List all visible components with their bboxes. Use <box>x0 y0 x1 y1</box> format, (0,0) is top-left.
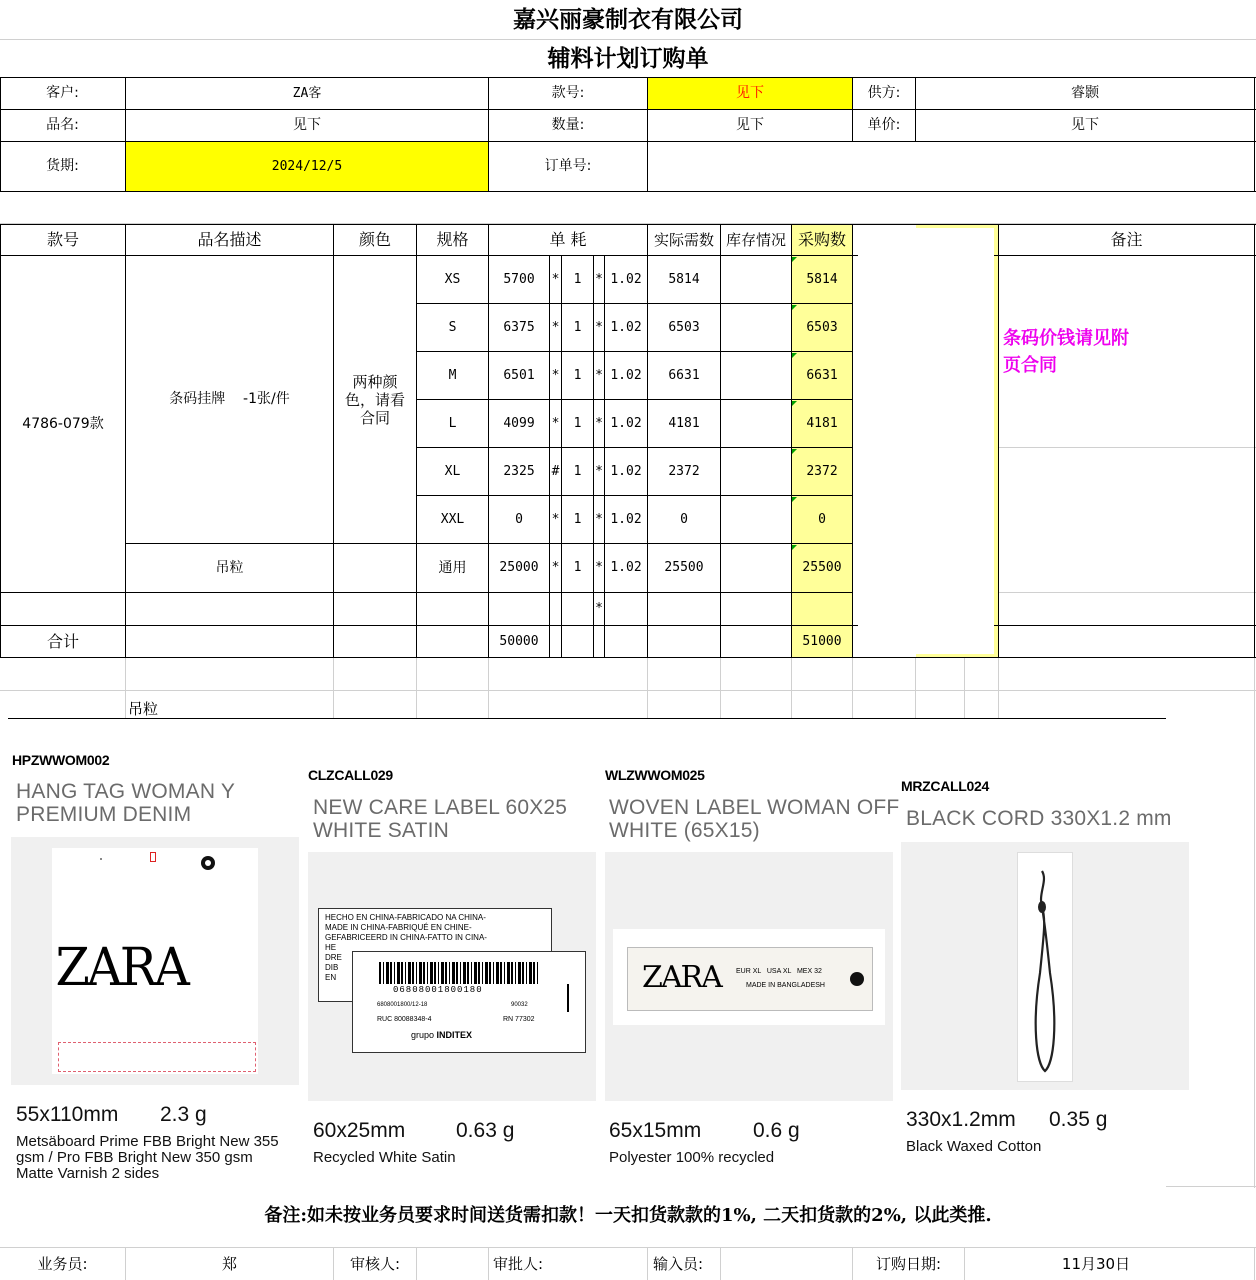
product2-size: 60x25mm <box>313 1119 406 1142</box>
product3-material-line1: Polyester 100% recycled <box>609 1149 775 1166</box>
care-label-line: GEFABRICEERD IN CHINA-FATTO IN CINA- <box>325 933 487 942</box>
product3-image <box>605 852 893 1101</box>
grid-line <box>333 658 334 718</box>
item1-description: 条码挂牌 -1张/件 <box>169 391 290 408</box>
cord-card <box>1017 852 1073 1082</box>
grid-line <box>720 1248 721 1280</box>
border <box>0 592 853 593</box>
grid-line <box>0 690 1256 691</box>
cell-comment-marker <box>792 353 797 358</box>
care-grupo <box>411 1030 472 1040</box>
actual-cell: 2372 <box>668 463 700 479</box>
operator-cell: * <box>551 511 560 527</box>
item2-operator2: * <box>595 560 603 576</box>
style-label: 款号: <box>551 85 585 102</box>
actual-cell: 6503 <box>668 319 700 335</box>
total-quantity: 50000 <box>499 633 539 649</box>
product1-material-line2: gsm / Pro FBB Bright New 350 gsm <box>16 1149 253 1166</box>
care-small-1: 6808001800/12-18 <box>377 1002 428 1008</box>
grid-line <box>416 658 417 718</box>
border <box>852 224 853 658</box>
col-header-consumption: 单 耗 <box>549 230 587 250</box>
product1-name-line2: PREMIUM DENIM <box>16 803 192 826</box>
size-cell: XS <box>444 271 461 287</box>
size-cell: L <box>448 415 457 431</box>
care-small-2: 90032 <box>511 1002 528 1008</box>
below-label: 吊粒 <box>128 700 159 718</box>
purchase-cell: 6631 <box>806 367 838 383</box>
multiplier-cell: 1 <box>573 367 582 383</box>
product1-size: 55x110mm <box>16 1103 119 1126</box>
care-label-line: EN <box>325 973 337 982</box>
multiplier-cell: 1 <box>573 511 582 527</box>
size-cell: XL <box>444 463 461 479</box>
product-value: 见下 <box>293 117 321 134</box>
grid-line <box>999 447 1256 448</box>
item1-color: 两种颜色，请看合同 <box>344 372 405 427</box>
remark-text: 条码价钱请见附页合同 <box>1003 328 1129 376</box>
cell-comment-marker <box>792 449 797 454</box>
operator2-cell: * <box>595 271 603 287</box>
grid-line <box>1166 1186 1256 1187</box>
product-label: 品名: <box>46 117 79 134</box>
col-header-remarks: 备注 <box>1110 230 1143 250</box>
item2-description: 吊粒 <box>215 559 244 576</box>
product4-code: MRZCALL024 <box>901 778 990 794</box>
tag-red-mark-icon <box>150 852 156 862</box>
col-header-purchase: 采购数 <box>797 230 846 250</box>
company-name: 嘉兴丽豪制衣有限公司 <box>513 6 743 34</box>
woven-sizes: EUR XL USA XL MEX 32 <box>736 968 822 975</box>
multiplier-cell: 1 <box>573 463 582 479</box>
item2-purchase: 25500 <box>802 560 842 576</box>
product1-code: HPZWWOM002 <box>12 752 110 768</box>
operator2-cell: * <box>595 463 603 479</box>
inputter-label: 输入员: <box>652 1255 704 1273</box>
product2-name-line2: WHITE SATIN <box>313 819 449 842</box>
item2-operator: * <box>551 560 560 576</box>
cell-comment-marker <box>792 545 797 550</box>
operator-cell: # <box>551 463 560 479</box>
tag-recycling-info-icon <box>58 1042 256 1072</box>
actual-cell: 4181 <box>668 415 700 431</box>
operator2-cell: * <box>595 367 603 383</box>
item2-spec: 通用 <box>438 559 467 576</box>
col-header-description: 品名描述 <box>197 230 262 250</box>
rate-cell: 1.02 <box>610 271 642 287</box>
col-header-actual: 实际需数 <box>653 231 714 249</box>
rate-cell: 1.02 <box>610 511 642 527</box>
product4-weight: 0.35 g <box>1049 1108 1108 1131</box>
price-value: 见下 <box>1071 117 1099 134</box>
item2-quantity: 25000 <box>499 560 539 576</box>
blank-row-operator: * <box>595 601 603 617</box>
product2-image <box>308 852 596 1101</box>
woven-dot-icon <box>850 972 864 986</box>
approver-label: 审批人: <box>492 1255 544 1273</box>
product3-weight: 0.6 g <box>753 1119 800 1142</box>
border <box>0 657 1256 658</box>
grid-line <box>416 1248 417 1280</box>
delivery-label: 货期: <box>46 158 79 175</box>
total-purchase: 51000 <box>802 633 842 649</box>
care-inditex-text: INDITEX <box>436 1030 473 1040</box>
care-grupo-text: grupo <box>411 1030 435 1040</box>
salesman-value: 郑 <box>221 1255 237 1273</box>
quantity-cell: 5700 <box>503 271 535 287</box>
rate-cell: 1.02 <box>610 463 642 479</box>
total-label: 合计 <box>46 631 79 651</box>
care-label-line: HECHO EN CHINA-FABRICADO NA CHINA- <box>325 913 486 922</box>
care-small-3: RUC 80088348-4 <box>377 1016 432 1023</box>
product4-name-line1: BLACK CORD 330X1.2 mm <box>906 807 1172 830</box>
grid-line <box>791 658 792 718</box>
grid-line <box>720 658 721 718</box>
multiplier-cell: 1 <box>573 271 582 287</box>
rate-cell: 1.02 <box>610 415 642 431</box>
delivery-date: 2024/12/5 <box>271 158 343 174</box>
col-header-stock: 库存情况 <box>725 231 786 249</box>
product2-weight: 0.63 g <box>456 1119 515 1142</box>
operator2-cell: * <box>595 415 603 431</box>
operator-cell: * <box>551 271 560 287</box>
product3-code: WLZWWOM025 <box>605 767 705 783</box>
redacted-area <box>858 228 994 654</box>
product1-weight: 2.3 g <box>160 1103 207 1126</box>
woven-label-inner <box>627 947 873 1011</box>
cell-comment-marker <box>792 497 797 502</box>
quantity-cell: 0 <box>515 511 523 527</box>
product2-code: CLZCALL029 <box>308 767 393 783</box>
actual-cell: 5814 <box>668 271 700 287</box>
item2-rate: 1.02 <box>610 560 642 576</box>
grid-line <box>999 592 1256 593</box>
customer-value: ZA客 <box>292 85 322 101</box>
product4-image <box>901 842 1189 1090</box>
multiplier-cell: 1 <box>573 415 582 431</box>
product1-material-line3: Matte Varnish 2 sides <box>16 1165 160 1182</box>
quantity-cell: 6501 <box>503 367 535 383</box>
product3-name-line1: WOVEN LABEL WOMAN OFF <box>609 796 900 819</box>
operator2-cell: * <box>595 511 603 527</box>
product-section-rule <box>8 718 1166 719</box>
order-number-label: 订单号: <box>544 158 592 175</box>
quantity-cell: 4099 <box>503 415 535 431</box>
purchase-cell: 2372 <box>806 463 838 479</box>
quantity-label: 数量: <box>551 117 585 134</box>
woven-made: MADE IN BANGLADESH <box>746 982 825 989</box>
operator-cell: * <box>551 367 560 383</box>
product3-name-line2: WHITE (65X15) <box>609 819 760 842</box>
product1-image <box>11 837 299 1085</box>
multiplier-cell: 1 <box>573 319 582 335</box>
operator-cell: * <box>551 319 560 335</box>
grid-line <box>488 658 489 718</box>
tag-dot-icon <box>100 858 102 860</box>
grid-line <box>1254 658 1255 718</box>
border <box>333 224 334 658</box>
operator-cell: * <box>551 415 560 431</box>
document-title: 辅料计划订购单 <box>547 45 709 73</box>
actual-cell: 0 <box>680 511 688 527</box>
product3-size: 65x15mm <box>609 1119 702 1142</box>
actual-cell: 6631 <box>668 367 700 383</box>
col-header-spec: 规格 <box>436 230 469 250</box>
col-header-style-no: 款号 <box>46 230 79 250</box>
product4-material-line1: Black Waxed Cotton <box>906 1138 1042 1155</box>
col-header-color: 颜色 <box>358 230 391 250</box>
operator2-cell: * <box>595 319 603 335</box>
quantity-cell: 2325 <box>503 463 535 479</box>
grid-line <box>125 658 126 718</box>
supplier-label: 供方: <box>867 85 901 102</box>
item2-actual: 25500 <box>664 560 704 576</box>
border <box>998 224 999 658</box>
order-date-value: 11月30日 <box>1061 1255 1131 1273</box>
product1-brand: ZARA <box>55 938 187 998</box>
supplier-value: 睿颢 <box>1071 85 1099 102</box>
care-label-line: DIB <box>325 963 339 972</box>
grid-line <box>1254 718 1255 1188</box>
cell-comment-marker <box>792 401 797 406</box>
care-label-front <box>352 951 586 1053</box>
purchase-cell: 0 <box>818 511 826 527</box>
label-fold-line-icon <box>567 984 569 1012</box>
rate-cell: 1.02 <box>610 367 642 383</box>
order-number-value <box>648 142 1254 191</box>
quantity-value: 见下 <box>736 117 764 134</box>
cell-comment-marker <box>792 305 797 310</box>
product4-size: 330x1.2mm <box>906 1108 1016 1131</box>
cell-comment-marker <box>792 257 797 262</box>
product1-material-line1: Metsäboard Prime FBB Bright New 355 <box>16 1133 279 1150</box>
care-label-line: MADE IN CHINA-FABRIQUÉ EN CHINE- <box>325 923 472 932</box>
tag-hole-icon <box>201 856 215 870</box>
purchase-cell: 6503 <box>806 319 838 335</box>
product2-material-line1: Recycled White Satin <box>313 1149 456 1166</box>
border <box>1254 224 1255 658</box>
border <box>1254 77 1255 192</box>
grid-line <box>964 658 965 718</box>
grid-line <box>1254 1248 1255 1280</box>
woven-label <box>613 929 885 1025</box>
rate-cell: 1.02 <box>610 319 642 335</box>
order-date-label: 订购日期: <box>875 1255 942 1273</box>
size-cell: S <box>448 319 457 335</box>
black-cord-icon <box>1018 853 1072 1081</box>
product2-name-line1: NEW CARE LABEL 60X25 <box>313 796 568 819</box>
border <box>720 224 721 658</box>
product1-name-line1: HANG TAG WOMAN Y <box>16 780 236 803</box>
salesman-label: 业务员: <box>37 1255 88 1273</box>
care-label-line: DRE <box>325 953 342 962</box>
customer-label: 客户: <box>46 85 79 102</box>
size-cell: XXL <box>440 511 465 527</box>
care-label-line: HE <box>325 943 337 952</box>
barcode-icon <box>379 962 539 984</box>
hang-tag <box>52 848 258 1074</box>
border <box>0 625 1256 626</box>
grid-line <box>852 658 853 718</box>
reviewer-label: 审核人: <box>349 1255 401 1273</box>
size-cell: M <box>448 367 457 383</box>
purchase-cell: 4181 <box>806 415 838 431</box>
border <box>0 191 1256 192</box>
barcode-digits: 06808001800180 <box>393 985 483 995</box>
grid-line <box>647 658 648 718</box>
purchase-cell: 5814 <box>806 271 838 287</box>
quantity-cell: 6375 <box>503 319 535 335</box>
style-value: 见下 <box>736 85 764 102</box>
care-small-4: RN 77302 <box>503 1016 535 1023</box>
payment-note: 备注:如未按业务员要求时间送货需扣款！一天扣货款款的1%, 二天扣货款的2%, 以此类推. <box>264 1205 992 1227</box>
grid-line <box>915 658 916 718</box>
product3-brand: ZARA <box>642 960 721 995</box>
grid-line <box>998 658 999 718</box>
item2-multiplier: 1 <box>573 560 582 576</box>
order-style-no: 4786-079款 <box>22 415 104 432</box>
price-label: 单价: <box>867 117 901 134</box>
